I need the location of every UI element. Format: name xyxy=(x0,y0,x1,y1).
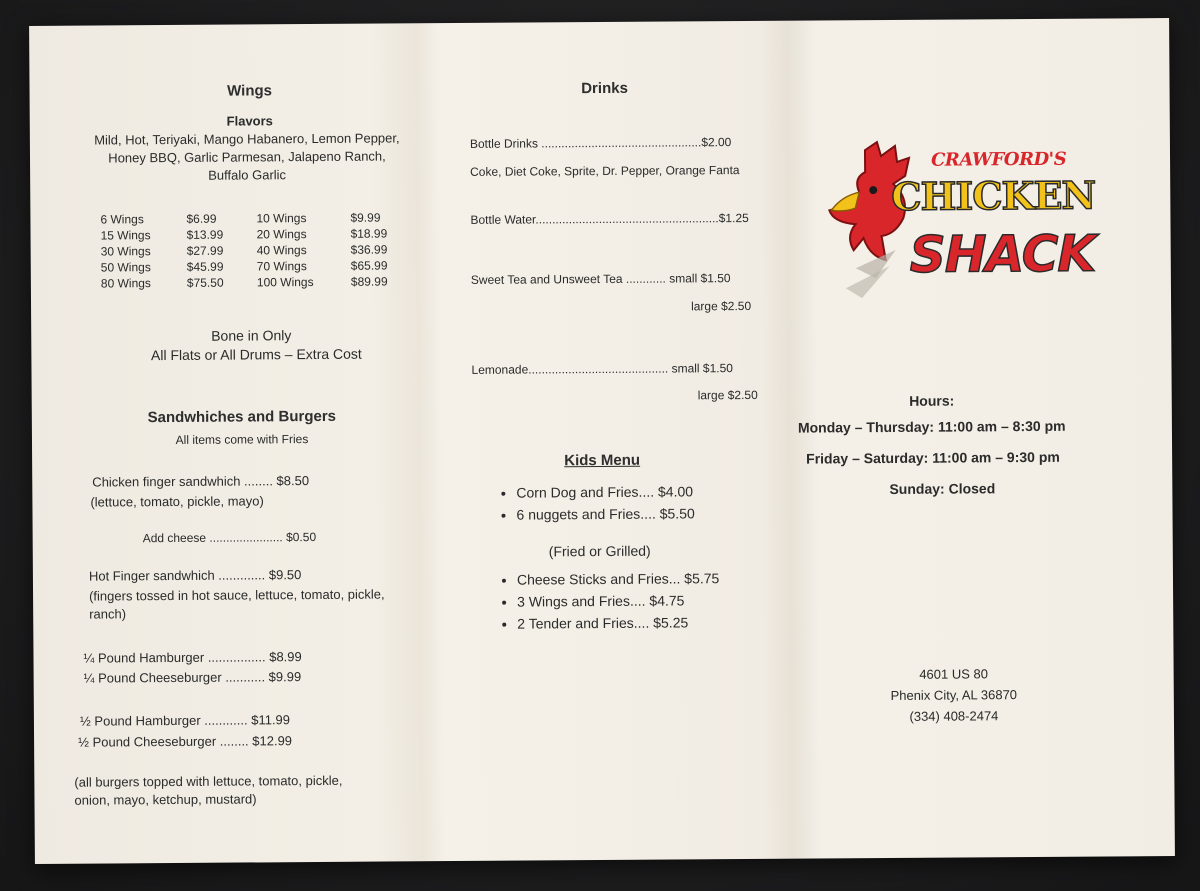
fried-grilled-note: (Fried or Grilled) xyxy=(548,542,651,560)
kids-item-nuggets: • 6 nuggets and Fries.... $5.50 xyxy=(516,505,774,523)
hours-mon-thu: Monday – Thursday: 11:00 am – 8:30 pm xyxy=(797,417,1066,436)
address-street: 4601 US 80 xyxy=(919,666,989,682)
wing-price: $18.99 xyxy=(350,226,388,241)
wing-price: $13.99 xyxy=(186,227,224,242)
hot-finger-note: (fingers tossed in hot sauce, lettuce, tomato, pickle, ranch) xyxy=(89,586,385,622)
wing-count: 30 Wings xyxy=(100,244,151,259)
wing-count: 20 Wings xyxy=(256,227,307,242)
wing-price: $36.99 xyxy=(350,242,388,257)
wings-price-table xyxy=(100,209,401,291)
sandwiches-subtitle: All items come with Fries xyxy=(175,432,309,447)
burger-note: (all burgers topped with lettuce, tomato, pickle, onion, mayo, ketchup, mustard) xyxy=(74,772,343,808)
wing-count: 40 Wings xyxy=(256,243,307,258)
tea-large-price: large $2.50 xyxy=(691,298,752,314)
hours-sunday: Sunday: Closed xyxy=(889,480,996,497)
quarter-cheeseburger-item: ¼ Pound Cheeseburger ........... $9.99 xyxy=(83,669,302,686)
hours-fri-sat: Friday – Saturday: 11:00 am – 9:30 pm xyxy=(806,448,1060,467)
drinks-kids-panel xyxy=(419,21,795,862)
wing-count: 80 Wings xyxy=(100,276,151,291)
lemonade-item: Lemonade.......................................... small $1.50 xyxy=(471,361,733,377)
logo-line-chicken: CHICKEN xyxy=(891,172,1096,219)
flavors-title: Flavors xyxy=(226,113,273,129)
sandwiches-title: Sandwhiches and Burgers xyxy=(147,407,337,427)
add-cheese-item: Add cheese ...................... $0.50 xyxy=(142,529,317,546)
logo-line-crawfords: CRAWFORD'S xyxy=(930,148,1067,171)
lemonade-large-price: large $2.50 xyxy=(697,387,758,403)
kids-item-wings: • 3 Wings and Fries.... $4.75 xyxy=(517,592,785,610)
chicken-finger-item: Chicken finger sandwhich ........ $8.50 xyxy=(92,473,310,490)
hours-title: Hours: xyxy=(909,392,955,409)
wing-count: 50 Wings xyxy=(100,260,151,275)
half-hamburger-item: ½ Pound Hamburger ............ $11.99 xyxy=(79,712,291,729)
tea-item: Sweet Tea and Unsweet Tea ............ small $1.50 xyxy=(470,271,731,287)
quarter-hamburger-item: ¼ Pound Hamburger ................ $8.99 xyxy=(83,649,302,666)
hot-finger-item: Hot Finger sandwhich ............. $9.50 xyxy=(88,567,302,584)
wings-title: Wings xyxy=(227,82,273,100)
flavors-list: Mild, Hot, Teriyaki, Mango Habanero, Lemon Pepper, Honey BBQ, Garlic Parmesan, Jalapeno Ranch, Buffalo Garlic xyxy=(94,130,400,183)
logo-line-shack: SHACK xyxy=(909,224,1096,284)
address-phone: (334) 408-2474 xyxy=(909,708,999,724)
wing-price: $45.99 xyxy=(186,259,224,274)
flats-drums-text: All Flats or All Drums – Extra Cost xyxy=(150,345,362,364)
bottle-water-item: Bottle Water.......................................................$1.25 xyxy=(470,210,749,227)
kids-item-tender: • 2 Tender and Fries.... $5.25 xyxy=(517,614,785,632)
wing-price: $27.99 xyxy=(186,243,224,258)
wing-price: $65.99 xyxy=(350,258,388,273)
kids-list-b xyxy=(495,570,785,638)
wing-count: 10 Wings xyxy=(256,211,307,226)
chicken-finger-note: (lettuce, tomato, pickle, mayo) xyxy=(90,493,264,510)
wing-price: $9.99 xyxy=(350,210,381,225)
wing-price: $89.99 xyxy=(350,274,388,289)
wing-count: 6 Wings xyxy=(100,212,144,227)
wing-count: 15 Wings xyxy=(100,228,151,243)
kids-item-corn-dog: • Corn Dog and Fries.... $4.00 xyxy=(516,483,774,501)
address-city: Phenix City, AL 36870 xyxy=(890,687,1018,703)
half-cheeseburger-item: ½ Pound Cheeseburger ........ $12.99 xyxy=(78,733,293,750)
wing-price: $75.50 xyxy=(186,275,224,290)
kids-menu-title: Kids Menu xyxy=(564,451,641,470)
drinks-title: Drinks xyxy=(581,79,628,98)
wing-count: 100 Wings xyxy=(256,275,314,290)
wings-sandwiches-panel xyxy=(29,23,425,864)
bottle-drinks-list: Coke, Diet Coke, Sprite, Dr. Pepper, Orange Fanta xyxy=(470,163,740,179)
wing-price: $6.99 xyxy=(186,211,217,226)
bone-in-text: Bone in Only xyxy=(211,327,292,344)
wing-count: 70 Wings xyxy=(256,259,307,274)
bottle-drinks-item: Bottle Drinks ................................................$2.00 xyxy=(469,135,732,151)
chicken-shack-logo xyxy=(825,137,1096,319)
trifold-menu xyxy=(29,18,1175,864)
kids-list-a xyxy=(494,483,774,529)
wings-price-row xyxy=(101,273,401,291)
kids-item-cheese-sticks: • Cheese Sticks and Fries... $5.75 xyxy=(517,570,785,588)
